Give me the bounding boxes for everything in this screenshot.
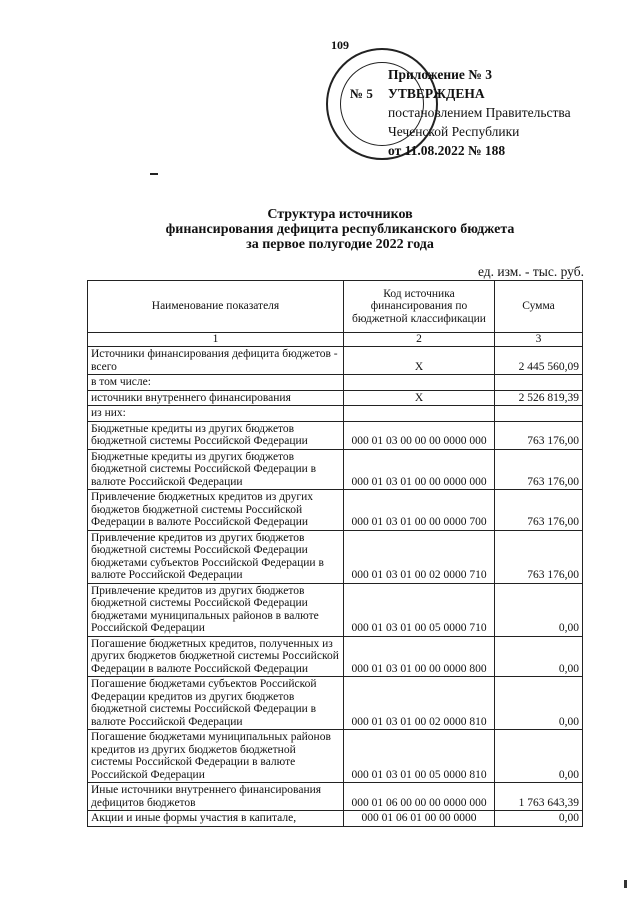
row-amount-cell: 0,00	[495, 730, 583, 783]
row-amount-cell: 0,00	[495, 811, 583, 827]
column-header-name: Наименование показателя	[88, 281, 344, 333]
table-row	[88, 375, 583, 391]
row-amount-cell: 763 176,00	[495, 530, 583, 583]
row-code-cell: 000 01 06 01 00 00 0000	[344, 811, 495, 827]
edge-mark	[624, 880, 627, 888]
units-label: ед. изм. - тыс. руб.	[477, 264, 584, 279]
row-name-cell: Привлечение кредитов из других бюджетов бюджетной системы Российской Федерации бюджетами субъектов Российской Федерации в валюте Российской Федерации	[88, 530, 344, 583]
row-code-cell	[344, 375, 495, 391]
row-name-cell: в том числе:	[88, 375, 344, 391]
table-row	[88, 583, 583, 636]
row-name-cell: источники внутреннего финансирования	[88, 390, 344, 406]
table-row	[88, 490, 583, 531]
row-amount-cell: 0,00	[495, 677, 583, 730]
financing-table	[87, 280, 583, 827]
row-amount-cell: 763 176,00	[495, 490, 583, 531]
row-code-cell: Х	[344, 347, 495, 375]
approval-block	[388, 65, 571, 160]
row-amount-cell: 0,00	[495, 636, 583, 677]
row-amount-cell	[495, 375, 583, 391]
row-code-cell: 000 01 03 01 00 00 0000 800	[344, 636, 495, 677]
row-name-cell: Погашение бюджетами муниципальных районов кредитов из других бюджетов бюджетной системы Российской Федерации в валюте Российской Федерации	[88, 730, 344, 783]
row-amount-cell: 763 176,00	[495, 449, 583, 490]
column-number: 1	[88, 333, 344, 347]
row-amount-cell: 0,00	[495, 583, 583, 636]
row-code-cell: 000 01 03 01 00 05 0000 710	[344, 583, 495, 636]
title-line: Структура источников	[267, 207, 413, 222]
appendix-number: Приложение № 3	[388, 67, 492, 82]
row-name-cell: Бюджетные кредиты из других бюджетов бюджетной системы Российской Федерации в валюте Российской Федерации	[88, 449, 344, 490]
table-row	[88, 390, 583, 406]
column-number: 3	[495, 333, 583, 347]
row-name-cell: из них:	[88, 406, 344, 422]
row-name-cell: Источники финансирования дефицита бюджетов - всего	[88, 347, 344, 375]
column-header-amount: Сумма	[495, 281, 583, 333]
table-row	[88, 811, 583, 827]
row-code-cell: 000 01 03 01 00 02 0000 710	[344, 530, 495, 583]
row-name-cell: Привлечение кредитов из других бюджетов бюджетной системы Российской Федерации бюджетами муниципальных районов в валюте Российской Федерации	[88, 583, 344, 636]
row-name-cell: Привлечение бюджетных кредитов из других бюджетов бюджетной системы Российской Федерации в валюте Российской Федерации	[88, 490, 344, 531]
row-name-cell: Иные источники внутреннего финансирования дефицитов бюджетов	[88, 783, 344, 811]
approved-label: УТВЕРЖДЕНА	[388, 86, 485, 101]
document-title	[100, 207, 580, 252]
row-code-cell: 000 01 03 01 00 05 0000 810	[344, 730, 495, 783]
table-row	[88, 421, 583, 449]
row-code-cell: 000 01 03 00 00 00 0000 000	[344, 421, 495, 449]
table-row	[88, 730, 583, 783]
row-code-cell: 000 01 03 01 00 00 0000 000	[344, 449, 495, 490]
row-amount-cell: 1 763 643,39	[495, 783, 583, 811]
row-amount-cell	[495, 406, 583, 422]
row-code-cell: Х	[344, 390, 495, 406]
row-code-cell: 000 01 03 01 00 02 0000 810	[344, 677, 495, 730]
row-name-cell: Погашение бюджетами субъектов Российской Федерации кредитов из других бюджетов бюджетной системы Российской Федерации в валюте Российской Федерации	[88, 677, 344, 730]
row-name-cell: Погашение бюджетных кредитов, полученных из других бюджетов бюджетной системы Российской Федерации в валюте Российской Федерации	[88, 636, 344, 677]
table-row	[88, 677, 583, 730]
column-number: 2	[344, 333, 495, 347]
seal-center-text: № 5	[350, 86, 373, 101]
table-header-row	[88, 281, 583, 333]
row-code-cell	[344, 406, 495, 422]
title-line: финансирования дефицита республиканского бюджета	[165, 222, 515, 237]
table-row	[88, 406, 583, 422]
row-amount-cell: 2 445 560,09	[495, 347, 583, 375]
row-code-cell: 000 01 06 00 00 00 0000 000	[344, 783, 495, 811]
table-row	[88, 530, 583, 583]
row-amount-cell: 763 176,00	[495, 421, 583, 449]
row-amount-cell: 2 526 819,39	[495, 390, 583, 406]
stray-mark	[150, 173, 158, 175]
column-number-row	[88, 333, 583, 347]
row-code-cell: 000 01 03 01 00 00 0000 700	[344, 490, 495, 531]
row-name-cell: Акции и иные формы участия в капитале,	[88, 811, 344, 827]
table-row	[88, 636, 583, 677]
republic-line: Чеченской Республики	[388, 124, 520, 139]
page-number: 109	[331, 38, 349, 52]
row-name-cell: Бюджетные кредиты из других бюджетов бюджетной системы Российской Федерации	[88, 421, 344, 449]
table-row	[88, 347, 583, 375]
resolution-line: постановлением Правительства	[388, 105, 571, 120]
column-header-code: Код источника финансирования по бюджетной классификации	[344, 281, 495, 333]
table-row	[88, 449, 583, 490]
resolution-date: от 11.08.2022 № 188	[388, 143, 506, 158]
table-row	[88, 783, 583, 811]
title-line: за первое полугодие 2022 года	[246, 237, 434, 252]
